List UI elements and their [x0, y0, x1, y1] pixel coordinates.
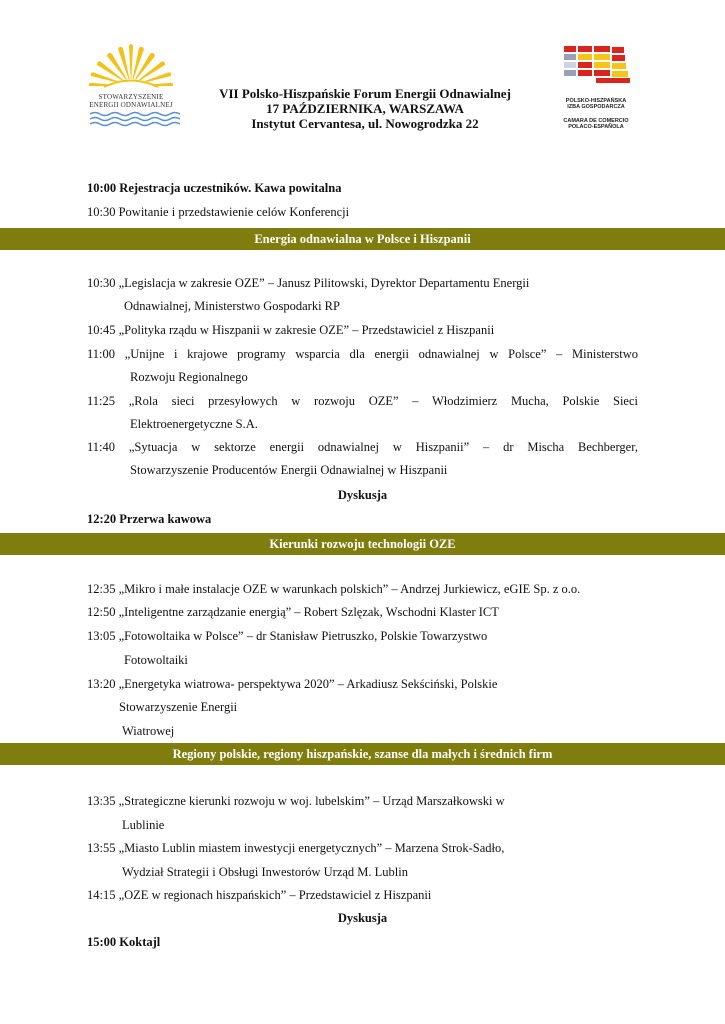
agenda-item: 13:55 „Miasto Lublin miastem inwestycji energetycznych” – Marzena Strok-Sadło,: [87, 841, 505, 855]
agenda-item: 13:05 „Fotowoltaika w Polsce” – dr Stanisław Pietruszko, Polskie Towarzystwo: [87, 629, 488, 643]
agenda-item: 10:30 „Legislacja w zakresie OZE” – Janusz Pilitowski, Dyrektor Departamentu Energii: [87, 276, 530, 290]
agenda-item: 13:20 „Energetyka wiatrowa- perspektywa 2020” – Arkadiusz Sekściński, Polskie: [87, 677, 498, 691]
title-line-3: Instytut Cervantesa, ul. Nowogrodzka 22: [251, 116, 479, 131]
section-band-1: Energia odnawialna w Polsce i Hiszpanii: [0, 228, 725, 250]
agenda-item: 11:00 „Unijne i krajowe programy wsparcia dla energii odnawialnej w Polsce” – Ministerstwo: [87, 347, 638, 361]
section-band-2: Kierunki rozwoju technologii OZE: [0, 533, 725, 555]
agenda-item-cont: Wydział Strategii i Obsługi Inwestorów Urząd M. Lublin: [122, 865, 408, 879]
org-logo-right: [556, 42, 636, 138]
page-title: [190, 86, 540, 131]
agenda-item-cont: Odnawialnej, Ministerstwo Gospodarki RP: [124, 299, 340, 313]
org-logo-left: [82, 40, 180, 136]
org-left-name-line1: STOWARZYSZENIE: [98, 93, 164, 101]
agenda-registration: 10:00 Rejestracja uczestników. Kawa powitalna: [87, 181, 342, 195]
flag-grid-logo-icon: [556, 42, 636, 94]
org-right-name-line5: POLACO-ESPAÑOLA: [568, 124, 624, 130]
title-line-2: 17 PAŹDZIERNIKA, WARSZAWA: [266, 101, 464, 116]
agenda-item: 11:40 „Sytuacja w sektorze energii odnawialnej w Hiszpanii” – dr Mischa Bechberger,: [87, 440, 638, 454]
agenda-closing: 15:00 Koktajl: [87, 935, 161, 949]
org-right-name-line1: POLSKO-HISZPAŃSKA: [565, 98, 627, 104]
agenda-item-cont: Stowarzyszenie Energii: [119, 700, 238, 714]
title-line-1: VII Polsko-Hiszpańskie Forum Energii Odnawialnej: [219, 86, 511, 101]
section-band-3: Regiony polskie, regiony hiszpańskie, szanse dla małych i średnich firm: [0, 743, 725, 765]
agenda-item: 11:25 „Rola sieci przesyłowych w rozwoju OZE” – Włodzimierz Mucha, Polskie Sieci: [87, 394, 638, 408]
agenda-item: 12:50 „Inteligentne zarządzanie energią” – Robert Szlęzak, Wschodni Klaster ICT: [87, 605, 499, 619]
discussion-label: Dyskusja: [337, 911, 388, 925]
agenda-item-cont: Lublinie: [122, 818, 165, 832]
agenda-break: 12:20 Przerwa kawowa: [87, 512, 212, 526]
org-right-name-line2: IZBA GOSPODARCZA: [567, 104, 625, 110]
agenda-item-cont: Rozwoju Regionalnego: [130, 370, 248, 384]
agenda-item-cont: Wiatrowej: [122, 724, 175, 738]
agenda-item: 14:15 „OZE w regionach hiszpańskich” – Przedstawiciel z Hiszpanii: [87, 888, 432, 902]
agenda-item-cont: Elektroenergetyczne S.A.: [130, 417, 258, 431]
agenda-item: 13:35 „Strategiczne kierunki rozwoju w woj. lubelskim” – Urząd Marszałkowski w: [87, 794, 505, 808]
agenda-item: 12:35 „Mikro i małe instalacje OZE w warunkach polskich” – Andrzej Jurkiewicz, eGIE Sp. z o.o.: [87, 582, 581, 596]
agenda-welcome: 10:30 Powitanie i przedstawienie celów Konferencji: [87, 205, 350, 219]
agenda-item-cont: Fotowoltaiki: [124, 653, 188, 667]
agenda-item-cont: Stowarzyszenie Producentów Energii Odnawialnej w Hiszpanii: [130, 463, 448, 477]
agenda-item: 10:45 „Polityka rządu w Hiszpanii w zakresie OZE” – Przedstawiciel z Hiszpanii: [87, 323, 495, 337]
discussion-label: Dyskusja: [337, 488, 388, 502]
org-right-name-line4: CAMARA DE COMERCIO: [563, 118, 629, 124]
sun-logo-icon: [82, 40, 180, 136]
org-left-name-line2: ENERGII ODNAWIALNEJ: [89, 101, 173, 109]
